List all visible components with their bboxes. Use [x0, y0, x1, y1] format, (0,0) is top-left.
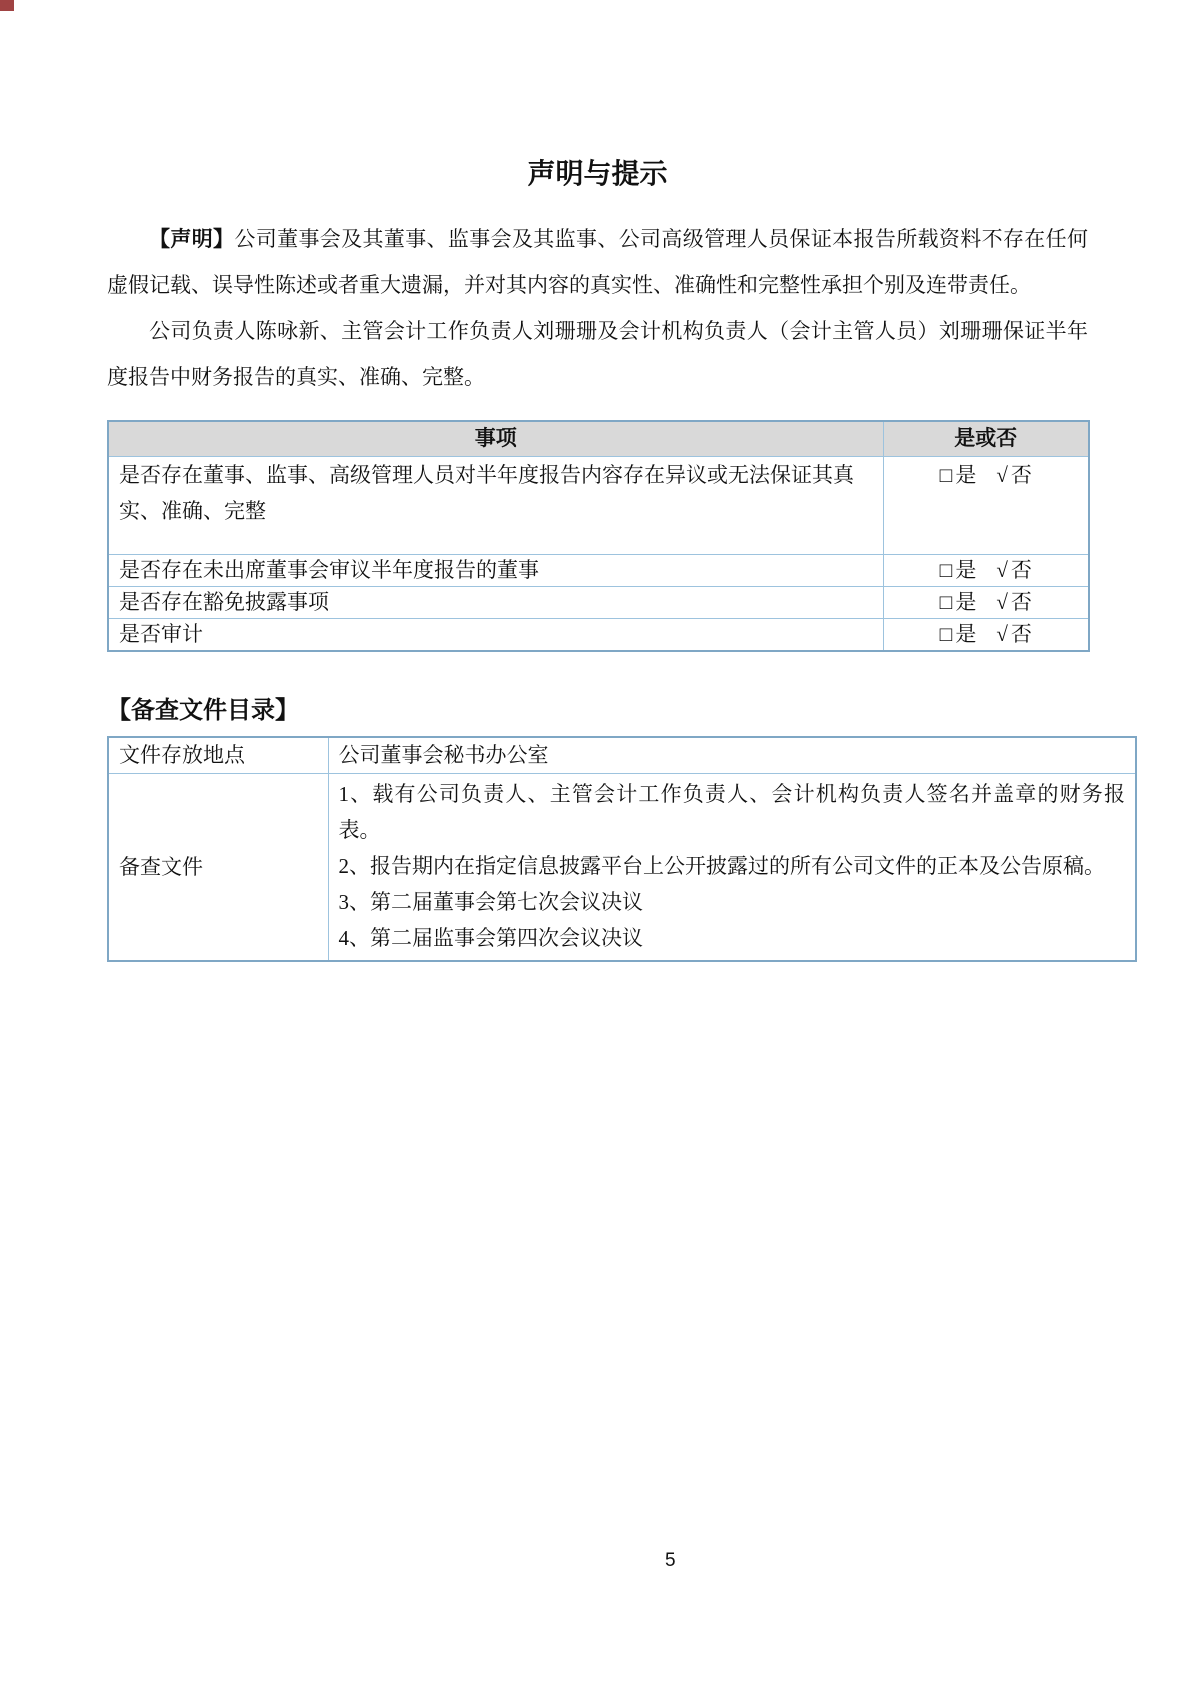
- answer-no: [996, 463, 1032, 487]
- item-text: 是否存在豁免披露事项: [108, 586, 883, 618]
- answer-yes: [940, 558, 977, 582]
- check-icon: √: [996, 589, 1008, 614]
- location-value: 公司董事会秘书办公室: [328, 737, 1136, 774]
- table-row: [108, 737, 1136, 774]
- page-number: 5: [665, 1550, 676, 1571]
- responsibility-paragraph: 公司负责人陈咏新、主管会计工作负责人刘珊珊及会计机构负责人（会计主管人员）刘珊珊保证半年度报告中财务报告的真实、准确、完整。: [107, 319, 1088, 389]
- answer-yes: [940, 590, 977, 614]
- item-text: 是否存在未出席董事会审议半年度报告的董事: [108, 554, 883, 586]
- file-item: 1、载有公司负责人、主管会计工作负责人、会计机构负责人签名并盖章的财务报表。: [338, 782, 1125, 842]
- item-text: 是否存在董事、监事、高级管理人员对半年度报告内容存在异议或无法保证其真实、准确、完整: [108, 456, 883, 554]
- corner-red-mark: [0, 0, 14, 11]
- no-label: 否: [1010, 621, 1032, 646]
- answer-cell: [883, 586, 1089, 618]
- checkbox-unchecked-icon: □: [939, 557, 953, 582]
- checkbox-unchecked-icon: □: [939, 462, 953, 487]
- item-text: 是否审计: [108, 618, 883, 651]
- yes-label: 是: [955, 557, 977, 582]
- answer-cell: [883, 456, 1089, 554]
- page-content: [0, 156, 1200, 962]
- check-icon: √: [996, 462, 1008, 487]
- answer-cell: [883, 618, 1089, 651]
- page-title: 声明与提示: [527, 158, 668, 189]
- reference-documents-table: [107, 736, 1137, 963]
- declaration-label: 【声明】: [149, 227, 235, 251]
- table-row: [108, 618, 1089, 651]
- location-label: 文件存放地点: [108, 737, 328, 774]
- table-header-row: [108, 421, 1089, 456]
- yes-label: 是: [955, 621, 977, 646]
- no-label: 否: [1010, 462, 1032, 487]
- table-row: [108, 554, 1089, 586]
- table-row: [108, 586, 1089, 618]
- documents-section-heading: 【备查文件目录】: [107, 697, 299, 724]
- files-label: 备查文件: [108, 774, 328, 962]
- table-row: [108, 774, 1136, 962]
- answer-no: [996, 590, 1032, 614]
- no-label: 否: [1010, 589, 1032, 614]
- file-item: 3、第二届董事会第七次会议决议: [338, 890, 643, 914]
- yes-label: 是: [955, 589, 977, 614]
- checkbox-unchecked-icon: □: [939, 621, 953, 646]
- yes-label: 是: [955, 462, 977, 487]
- check-icon: √: [996, 557, 1008, 582]
- answer-yes: [940, 463, 977, 487]
- declaration-paragraph: [107, 216, 1088, 308]
- column-header-yes-or-no: 是或否: [883, 421, 1089, 456]
- answer-yes: [940, 622, 977, 646]
- files-list: [328, 774, 1136, 962]
- file-item: 2、报告期内在指定信息披露平台上公开披露过的所有公司文件的正本及公告原稿。: [338, 854, 1105, 878]
- answer-cell: [883, 554, 1089, 586]
- checkbox-unchecked-icon: □: [939, 589, 953, 614]
- declaration-items-table: [107, 420, 1090, 652]
- column-header-item: 事项: [108, 421, 883, 456]
- declaration-text: 公司董事会及其董事、监事会及其监事、公司高级管理人员保证本报告所载资料不存在任何虚假记载、误导性陈述或者重大遗漏，并对其内容的真实性、准确性和完整性承担个别及连带责任。: [107, 227, 1089, 297]
- answer-no: [996, 558, 1032, 582]
- no-label: 否: [1010, 557, 1032, 582]
- check-icon: √: [996, 621, 1008, 646]
- file-item: 4、第二届监事会第四次会议决议: [338, 926, 643, 950]
- answer-no: [996, 622, 1032, 646]
- table-row: [108, 456, 1089, 554]
